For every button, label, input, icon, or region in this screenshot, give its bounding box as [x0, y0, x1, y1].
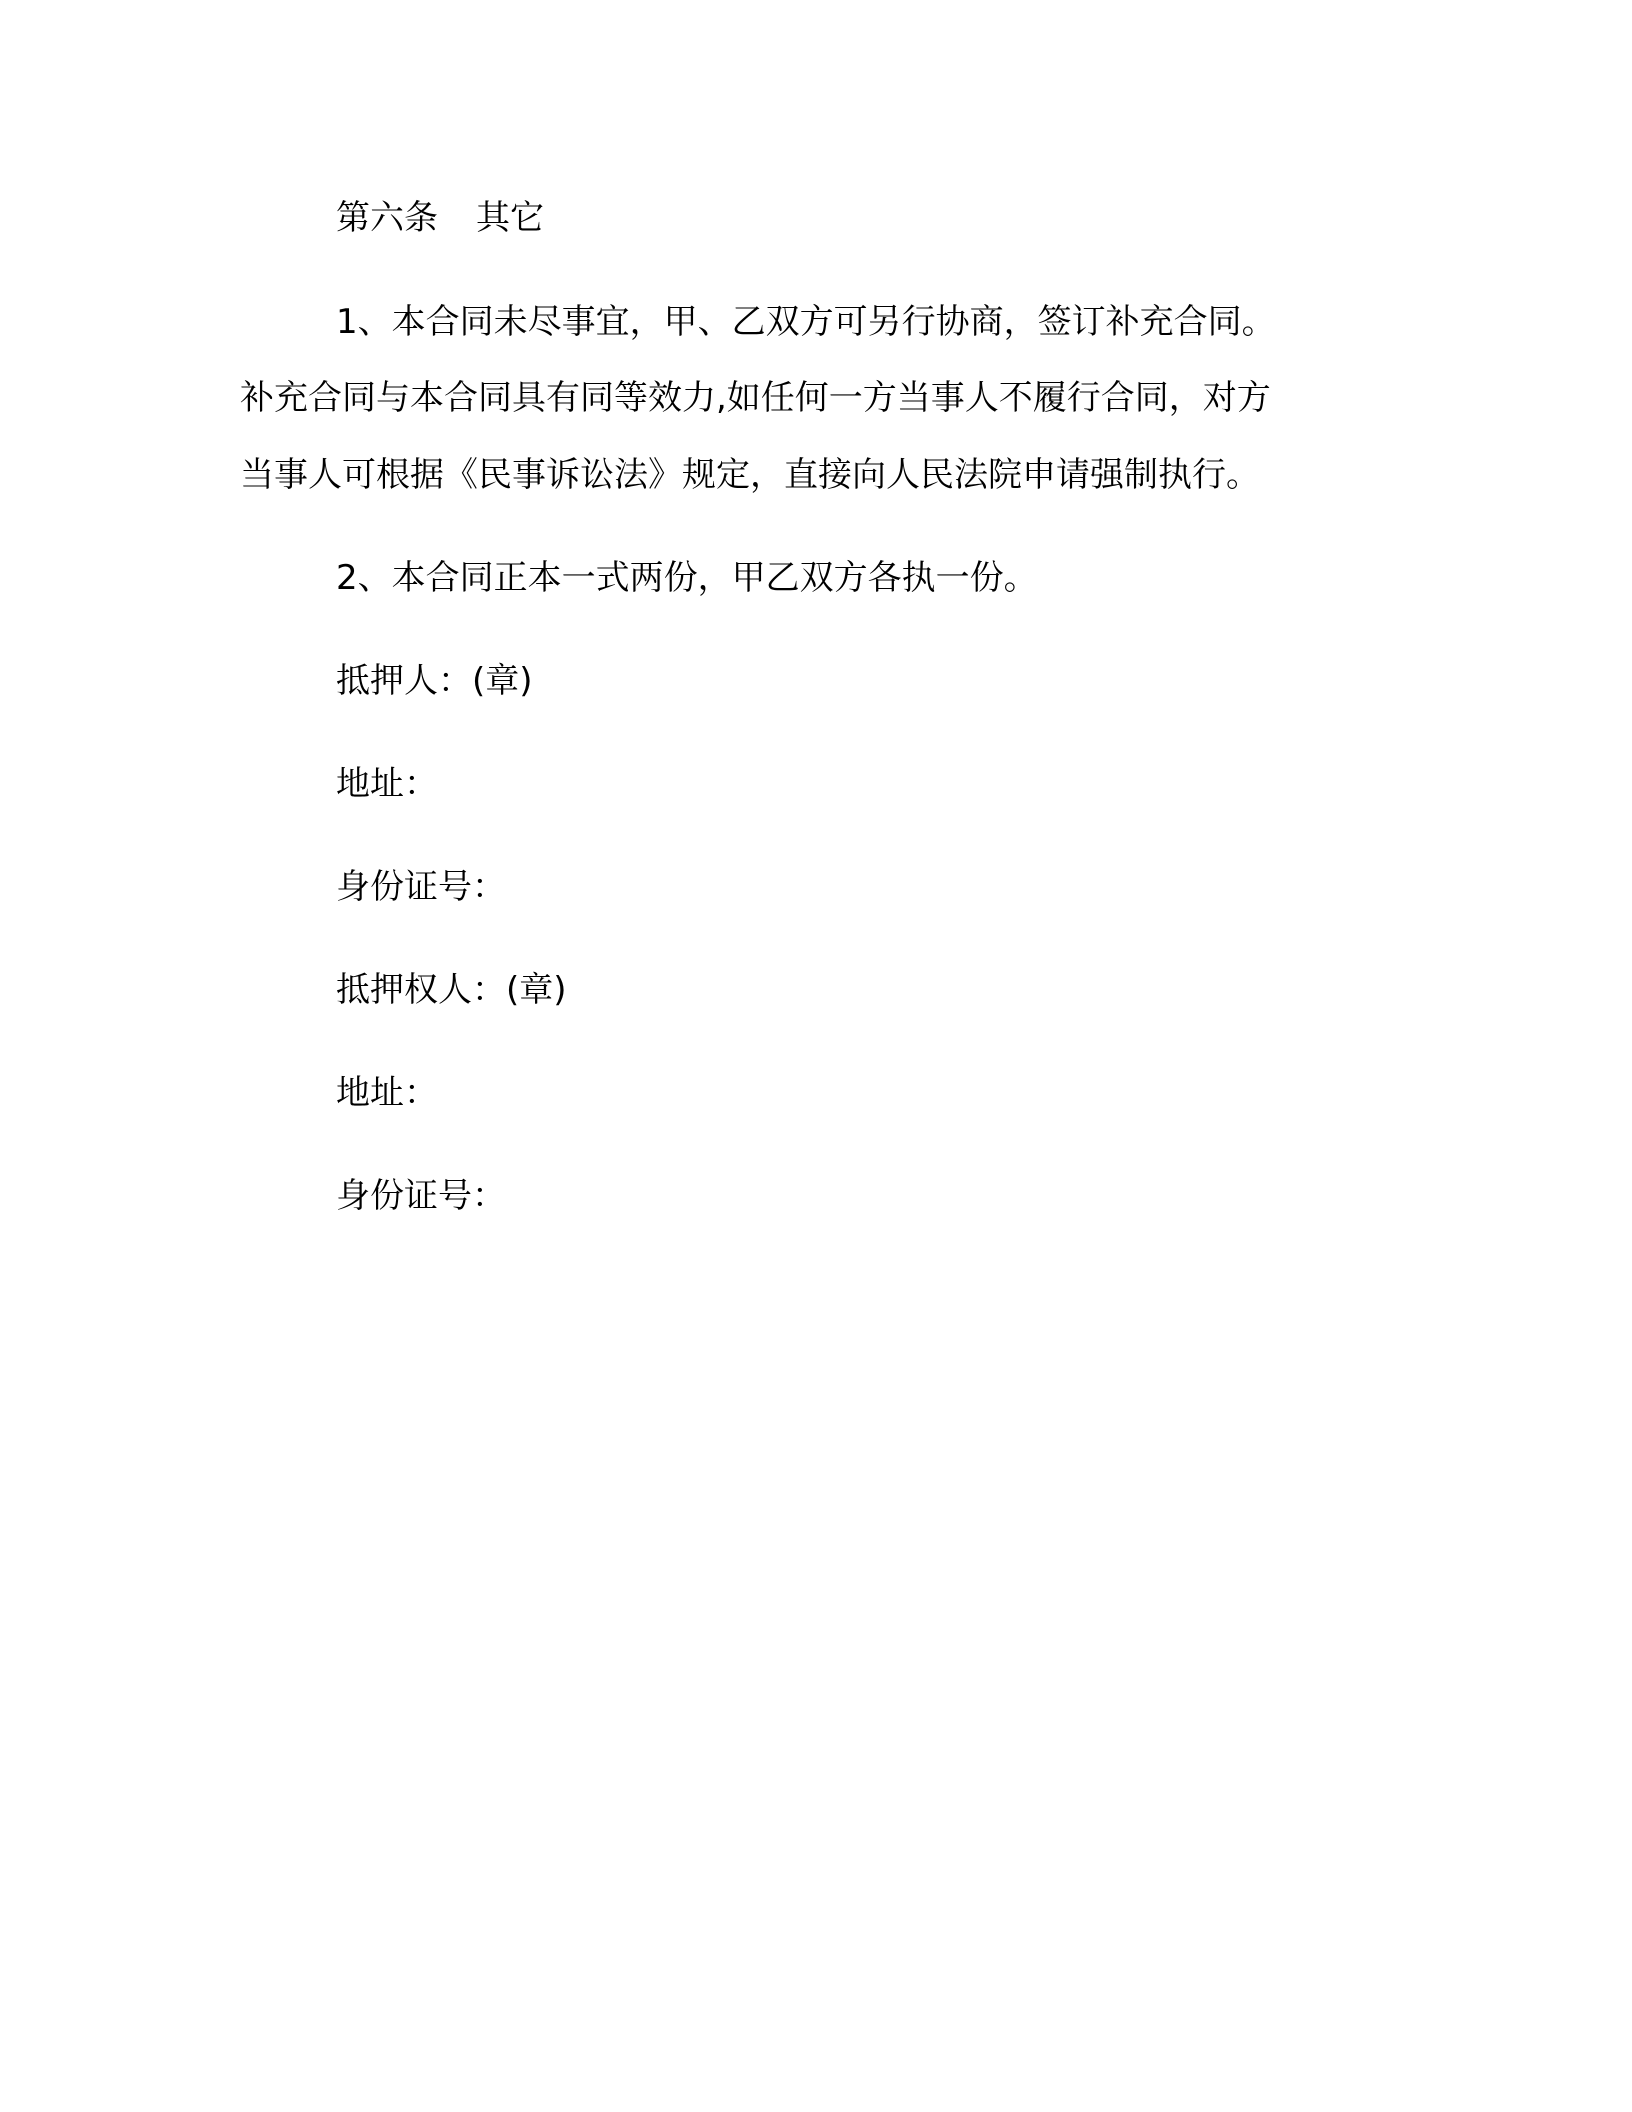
mortgagee-address-label: 地址： — [336, 1073, 438, 1113]
mortgagor-id-label: 身份证号： — [336, 867, 506, 907]
clause-2-line-1: 2、本合同正本一式两份，甲乙双方各执一份。 — [336, 558, 1038, 598]
clause-1-line-1: 1、本合同未尽事宜，甲、乙双方可另行协商，签订补充合同。 — [336, 302, 1276, 342]
mortgagee-id-label: 身份证号： — [336, 1176, 506, 1216]
clause-1-line-3: 当事人可根据《民事诉讼法》规定，直接向人民法院申请强制执行。 — [240, 455, 1260, 495]
article-heading — [336, 198, 544, 238]
article-number: 第六条 — [336, 198, 438, 238]
clause-1-line-2: 补充合同与本合同具有同等效力,如任何一方当事人不履行合同，对方 — [240, 378, 1271, 418]
mortgagor-address-label: 地址： — [336, 764, 438, 804]
mortgagee-seal-label: 抵押权人：(章) — [336, 970, 567, 1010]
mortgagor-seal-label: 抵押人：(章) — [336, 661, 533, 701]
article-title: 其它 — [476, 198, 544, 238]
